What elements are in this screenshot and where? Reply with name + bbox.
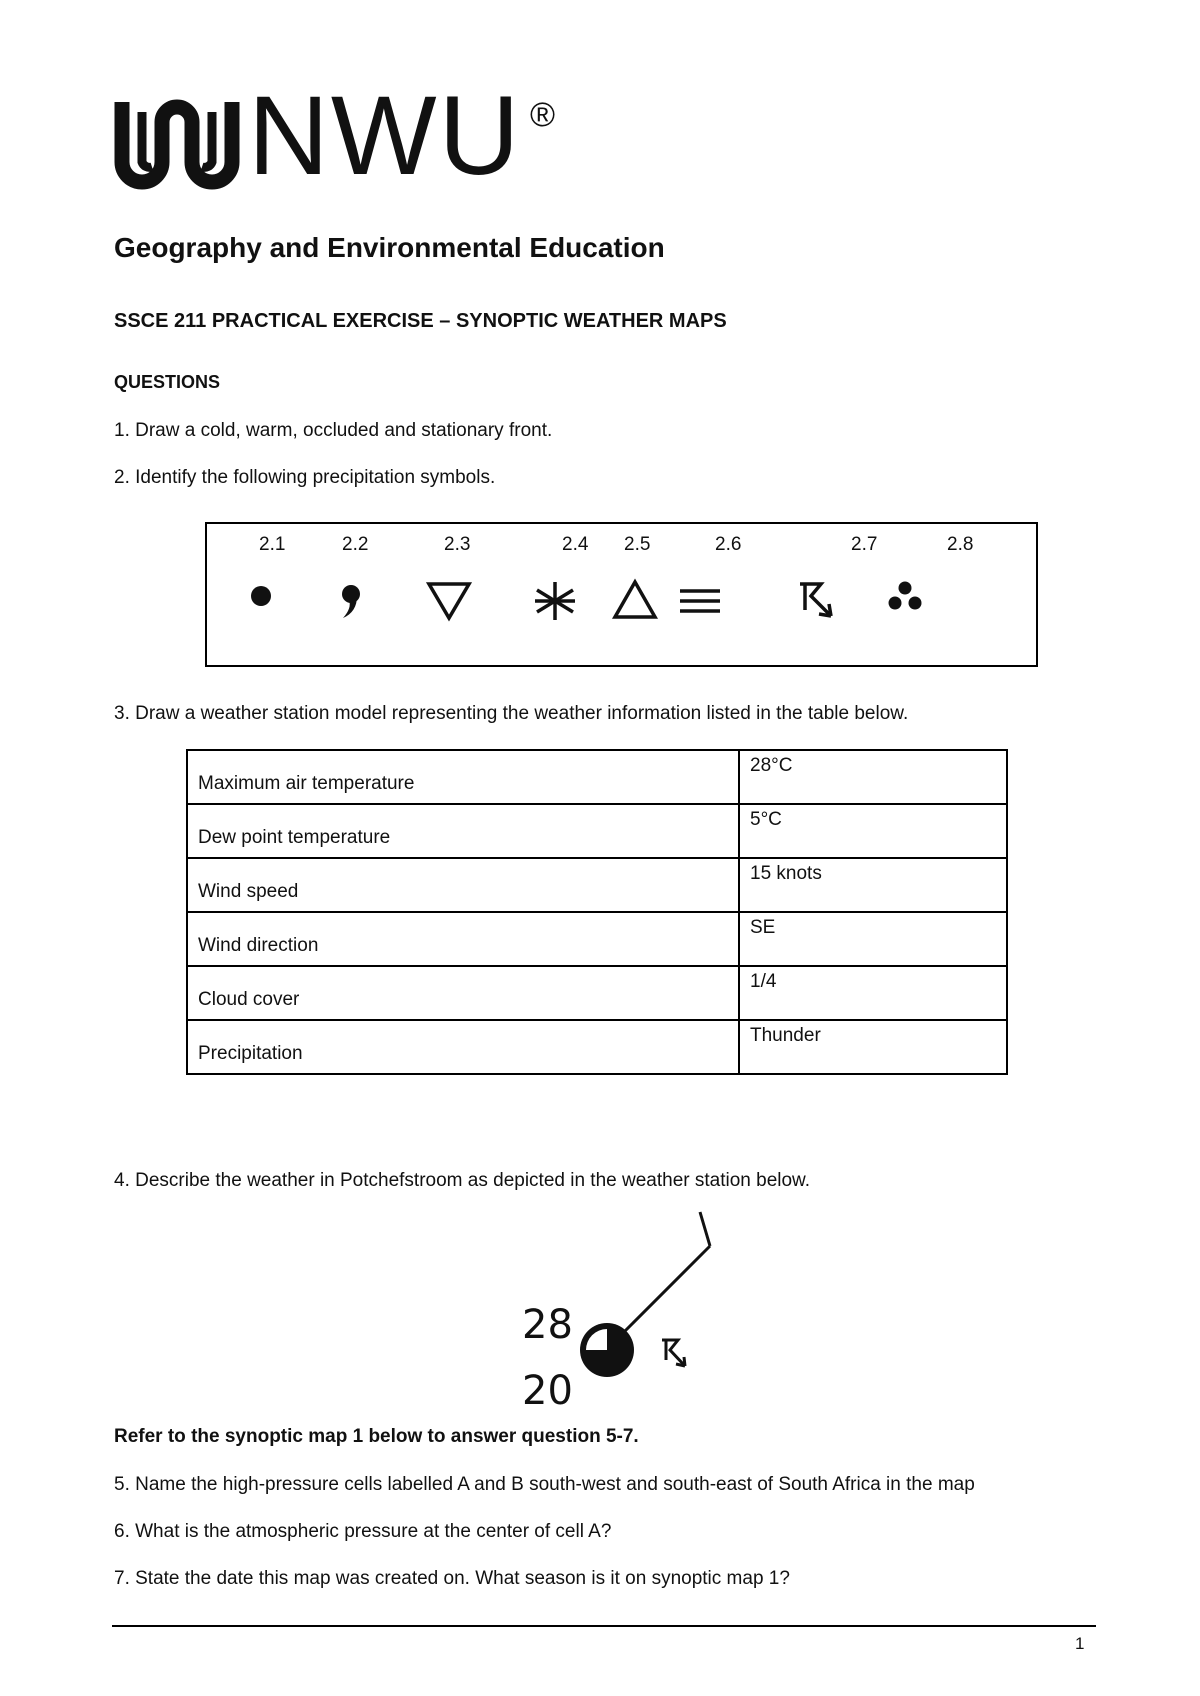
- hail-triangle-icon: [615, 582, 655, 617]
- fog-lines-icon: [680, 591, 720, 611]
- drizzle-comma-icon: [342, 585, 360, 618]
- weather-info-table: [186, 749, 1008, 1075]
- table-value: 28°C: [739, 750, 1007, 804]
- wind-barb-icon: [622, 1212, 710, 1334]
- exercise-subtitle: SSCE 211 PRACTICAL EXERCISE – SYNOPTIC WEATHER MAPS: [114, 310, 727, 332]
- station-temperature: 28: [522, 1302, 573, 1348]
- precipitation-symbols-box: [205, 522, 1038, 667]
- symbol-label: 2.4: [562, 534, 589, 555]
- shower-triangle-icon: [429, 584, 469, 618]
- table-row: [187, 1020, 1007, 1074]
- page-number: 1: [1075, 1634, 1085, 1653]
- snow-asterisk-icon: [535, 582, 575, 620]
- heavy-rain-dots-icon: [889, 582, 922, 610]
- symbol-label: 2.6: [715, 534, 742, 555]
- section-heading: QUESTIONS: [114, 372, 221, 392]
- table-value: 15 knots: [739, 858, 1007, 912]
- table-row: [187, 804, 1007, 858]
- symbol-label: 2.2: [342, 534, 369, 555]
- nwu-wordmark: NWU: [248, 73, 522, 198]
- nwu-logo-icon: [112, 82, 242, 202]
- table-label: Precipitation: [187, 1020, 739, 1074]
- question-5: 5. Name the high-pressure cells labelled A and B south-west and south-east of South Africa in the map: [114, 1474, 975, 1495]
- table-value: 5°C: [739, 804, 1007, 858]
- table-row: [187, 858, 1007, 912]
- table-row: [187, 966, 1007, 1020]
- table-value: Thunder: [739, 1020, 1007, 1074]
- table-row: [187, 750, 1007, 804]
- rain-dot-icon: [251, 586, 271, 606]
- synoptic-map-reference: Refer to the synoptic map 1 below to answer question 5-7.: [114, 1426, 639, 1447]
- page-title: Geography and Environmental Education: [114, 232, 665, 263]
- thunderstorm-icon: [662, 1340, 685, 1366]
- symbol-label: 2.1: [259, 534, 286, 555]
- table-label: Wind direction: [187, 912, 739, 966]
- weather-station-model: [520, 1210, 720, 1414]
- symbol-label: 2.5: [624, 534, 651, 555]
- question-2: 2. Identify the following precipitation symbols.: [114, 467, 496, 488]
- question-4: 4. Describe the weather in Potchefstroom as depicted in the weather station below.: [114, 1170, 811, 1191]
- thunderstorm-icon: [800, 584, 831, 616]
- symbol-label: 2.7: [851, 534, 878, 555]
- symbol-label: 2.3: [444, 534, 471, 555]
- question-1: 1. Draw a cold, warm, occluded and stationary front.: [114, 420, 553, 441]
- table-label: Maximum air temperature: [187, 750, 739, 804]
- table-row: [187, 912, 1007, 966]
- table-label: Dew point temperature: [187, 804, 739, 858]
- cloud-cover-icon: [580, 1323, 634, 1377]
- question-6: 6. What is the atmospheric pressure at the center of cell A?: [114, 1521, 612, 1542]
- table-label: Cloud cover: [187, 966, 739, 1020]
- table-value: 1/4: [739, 966, 1007, 1020]
- station-dew-point: 20: [522, 1368, 573, 1414]
- registered-mark: ®: [530, 96, 556, 134]
- table-value: SE: [739, 912, 1007, 966]
- question-7: 7. State the date this map was created on. What season is it on synoptic map 1?: [114, 1568, 790, 1589]
- footer-divider: [112, 1625, 1096, 1627]
- question-3: 3. Draw a weather station model representing the weather information listed in the table below.: [114, 703, 909, 724]
- symbol-label: 2.8: [947, 534, 974, 555]
- table-label: Wind speed: [187, 858, 739, 912]
